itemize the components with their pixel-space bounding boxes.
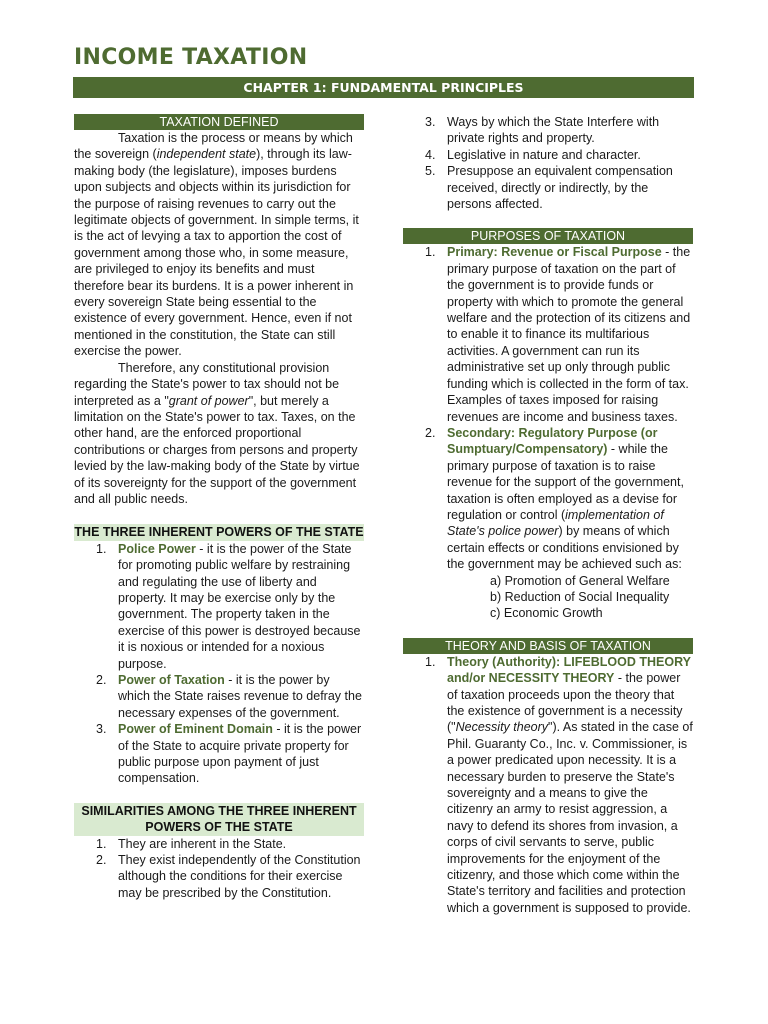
sub-item: c) Economic Growth — [490, 606, 603, 621]
list-number: 1. — [96, 836, 107, 851]
list-number: 2. — [425, 425, 436, 440]
list-text: - while the primary purpose of taxation is to raise revenue for the support of the government, taxation is often employed as a devise for regulation or control ( — [447, 442, 684, 522]
list-number: 3. — [96, 722, 107, 737]
term-label: Police Power — [118, 541, 196, 556]
section-heading-taxation-defined: TAXATION DEFINED — [74, 114, 364, 130]
similarities-list-continued — [403, 114, 693, 212]
list-number: 5. — [425, 164, 436, 179]
theory-list — [403, 654, 693, 917]
list-text: Presuppose an equivalent compensation received, directly or indirectly, by the persons affected. — [447, 164, 673, 212]
list-item — [74, 721, 364, 787]
taxation-defined-paragraph-2 — [74, 360, 364, 508]
list-text: ) by means of which certain effects or conditions envisioned by the government may be achieved such as: — [447, 524, 682, 572]
list-text: - it is the power by which the State raises revenue to defray the necessary expenses of the government. — [118, 673, 362, 720]
list-item — [74, 541, 364, 672]
text-run: ), through its law-making body (the legislature), imposes burdens upon subjects and objects within its jurisdiction for the purpose of raising revenues to carry out the legitimate objects of government. In simple terms, it is the act of levying a tax to apportion the cost of government among those who, in some measure, are privileged to enjoy its benefits and must therefore bear its burdens. It is a power inherent in every sovereign State being essential to the existence of every government. Hence, even if not mentioned in the constitution, the State can still exercise the power. — [74, 147, 359, 359]
list-text: - it is the power of the State for promoting public welfare by restraining and regulating the use of liberty and property. It may be exercise only by the government. The property taken in the exercise of this power is destroyed because it is noxious or intended for a noxious purpose. — [118, 541, 361, 671]
section-heading-purposes: PURPOSES OF TAXATION — [403, 228, 693, 244]
list-item — [74, 836, 364, 852]
list-item — [403, 654, 693, 917]
term-label: Primary: Revenue or Fiscal Purpose — [447, 245, 662, 260]
list-text: Ways by which the State Interfere with private rights and property. — [447, 115, 660, 146]
sub-item: a) Promotion of General Welfare — [490, 573, 670, 588]
list-number: 1. — [425, 245, 436, 260]
list-text: - the power of taxation proceeds upon the theory that the existence of government is a necessity (" — [447, 671, 683, 735]
taxation-defined-paragraph-1 — [74, 130, 364, 360]
section-heading-similarities: SIMILARITIES AMONG THE THREE INHERENT POWERS OF THE STATE — [74, 803, 364, 836]
term-label: Secondary: Regulatory Purpose (or Sumptuary/Compensatory) — [447, 425, 658, 457]
section-heading-theory: THEORY AND BASIS OF TAXATION — [403, 638, 693, 654]
list-item — [74, 852, 364, 901]
list-number: 2. — [96, 673, 107, 687]
list-text: - it is the power of the State to acquire private property for public purpose upon payment of just compensation. — [118, 722, 362, 786]
italic-text: grant of power — [168, 393, 249, 408]
right-column — [403, 114, 693, 916]
list-item — [403, 425, 693, 573]
list-number: 3. — [425, 115, 436, 129]
term-label: Theory (Authority): LIFEBLOOD THEORY and/or NECESSITY THEORY — [447, 654, 691, 686]
purposes-list — [403, 244, 693, 572]
chapter-heading: CHAPTER 1: FUNDAMENTAL PRINCIPLES — [73, 77, 694, 98]
list-number: 2. — [96, 853, 107, 868]
list-number: 1. — [96, 541, 107, 556]
italic-text: independent state — [156, 147, 257, 162]
list-number: 4. — [425, 147, 436, 162]
list-text: "). As stated in the case of Phil. Guaranty Co., Inc. v. Commissioner, is a power predicated upon necessity. It is a necessary burden to preserve the State's sovereignty and a means to give the citizenry an army to resist aggression, a navy to defend its shores from invasion, a corps of civil servants to serve, public improvements for the enjoyment of the citizenry, and those which come within the State's territory and facilities and protection which a government is supposed to provide. — [447, 720, 693, 915]
text-run: Therefore, any constitutional provision regarding the State's power to tax should not be interpreted as a " — [74, 360, 340, 408]
italic-text: implementation of State's police power — [447, 507, 664, 539]
list-text: They are inherent in the State. — [118, 836, 287, 851]
list-item — [403, 114, 693, 147]
page-title: INCOME TAXATION — [74, 45, 308, 70]
list-text: - the primary purpose of taxation on the part of the government is to provide funds or property with which to promote the general welfare and the protection of its citizens and to enable it to finance its multifarious activities. A government can run its administrative set up only through public funding which is collected in the form of tax. Examples of taxes imposed for raising revenues are income and business taxes. — [447, 245, 691, 424]
three-powers-list — [74, 541, 364, 787]
list-text: They exist independently of the Constitution although the conditions for their exercise may be prescribed by the Constitution. — [118, 853, 361, 900]
list-item — [403, 244, 693, 424]
list-item — [403, 147, 693, 163]
left-column — [74, 114, 364, 901]
section-heading-three-powers: THE THREE INHERENT POWERS OF THE STATE — [74, 525, 364, 540]
list-number: 1. — [425, 654, 436, 669]
term-label: Power of Eminent Domain — [118, 722, 273, 737]
text-run: ", but merely a limitation on the State's power to tax. Taxes, on the other hand, are the enforced proportional contributions or charges from persons and property levied by the law-making body of the State by virtue of its sovereignty for the support of the government and all public needs. — [74, 393, 360, 506]
similarities-list — [74, 836, 364, 902]
list-text: Legislative in nature and character. — [447, 147, 641, 162]
term-label: Power of Taxation — [118, 673, 225, 687]
list-item — [74, 672, 364, 721]
italic-text: Necessity theory — [455, 720, 549, 735]
list-item — [403, 163, 693, 212]
sub-item: b) Reduction of Social Inequality — [490, 589, 670, 604]
text-run: Taxation is the process or means by which the sovereign ( — [74, 131, 353, 162]
